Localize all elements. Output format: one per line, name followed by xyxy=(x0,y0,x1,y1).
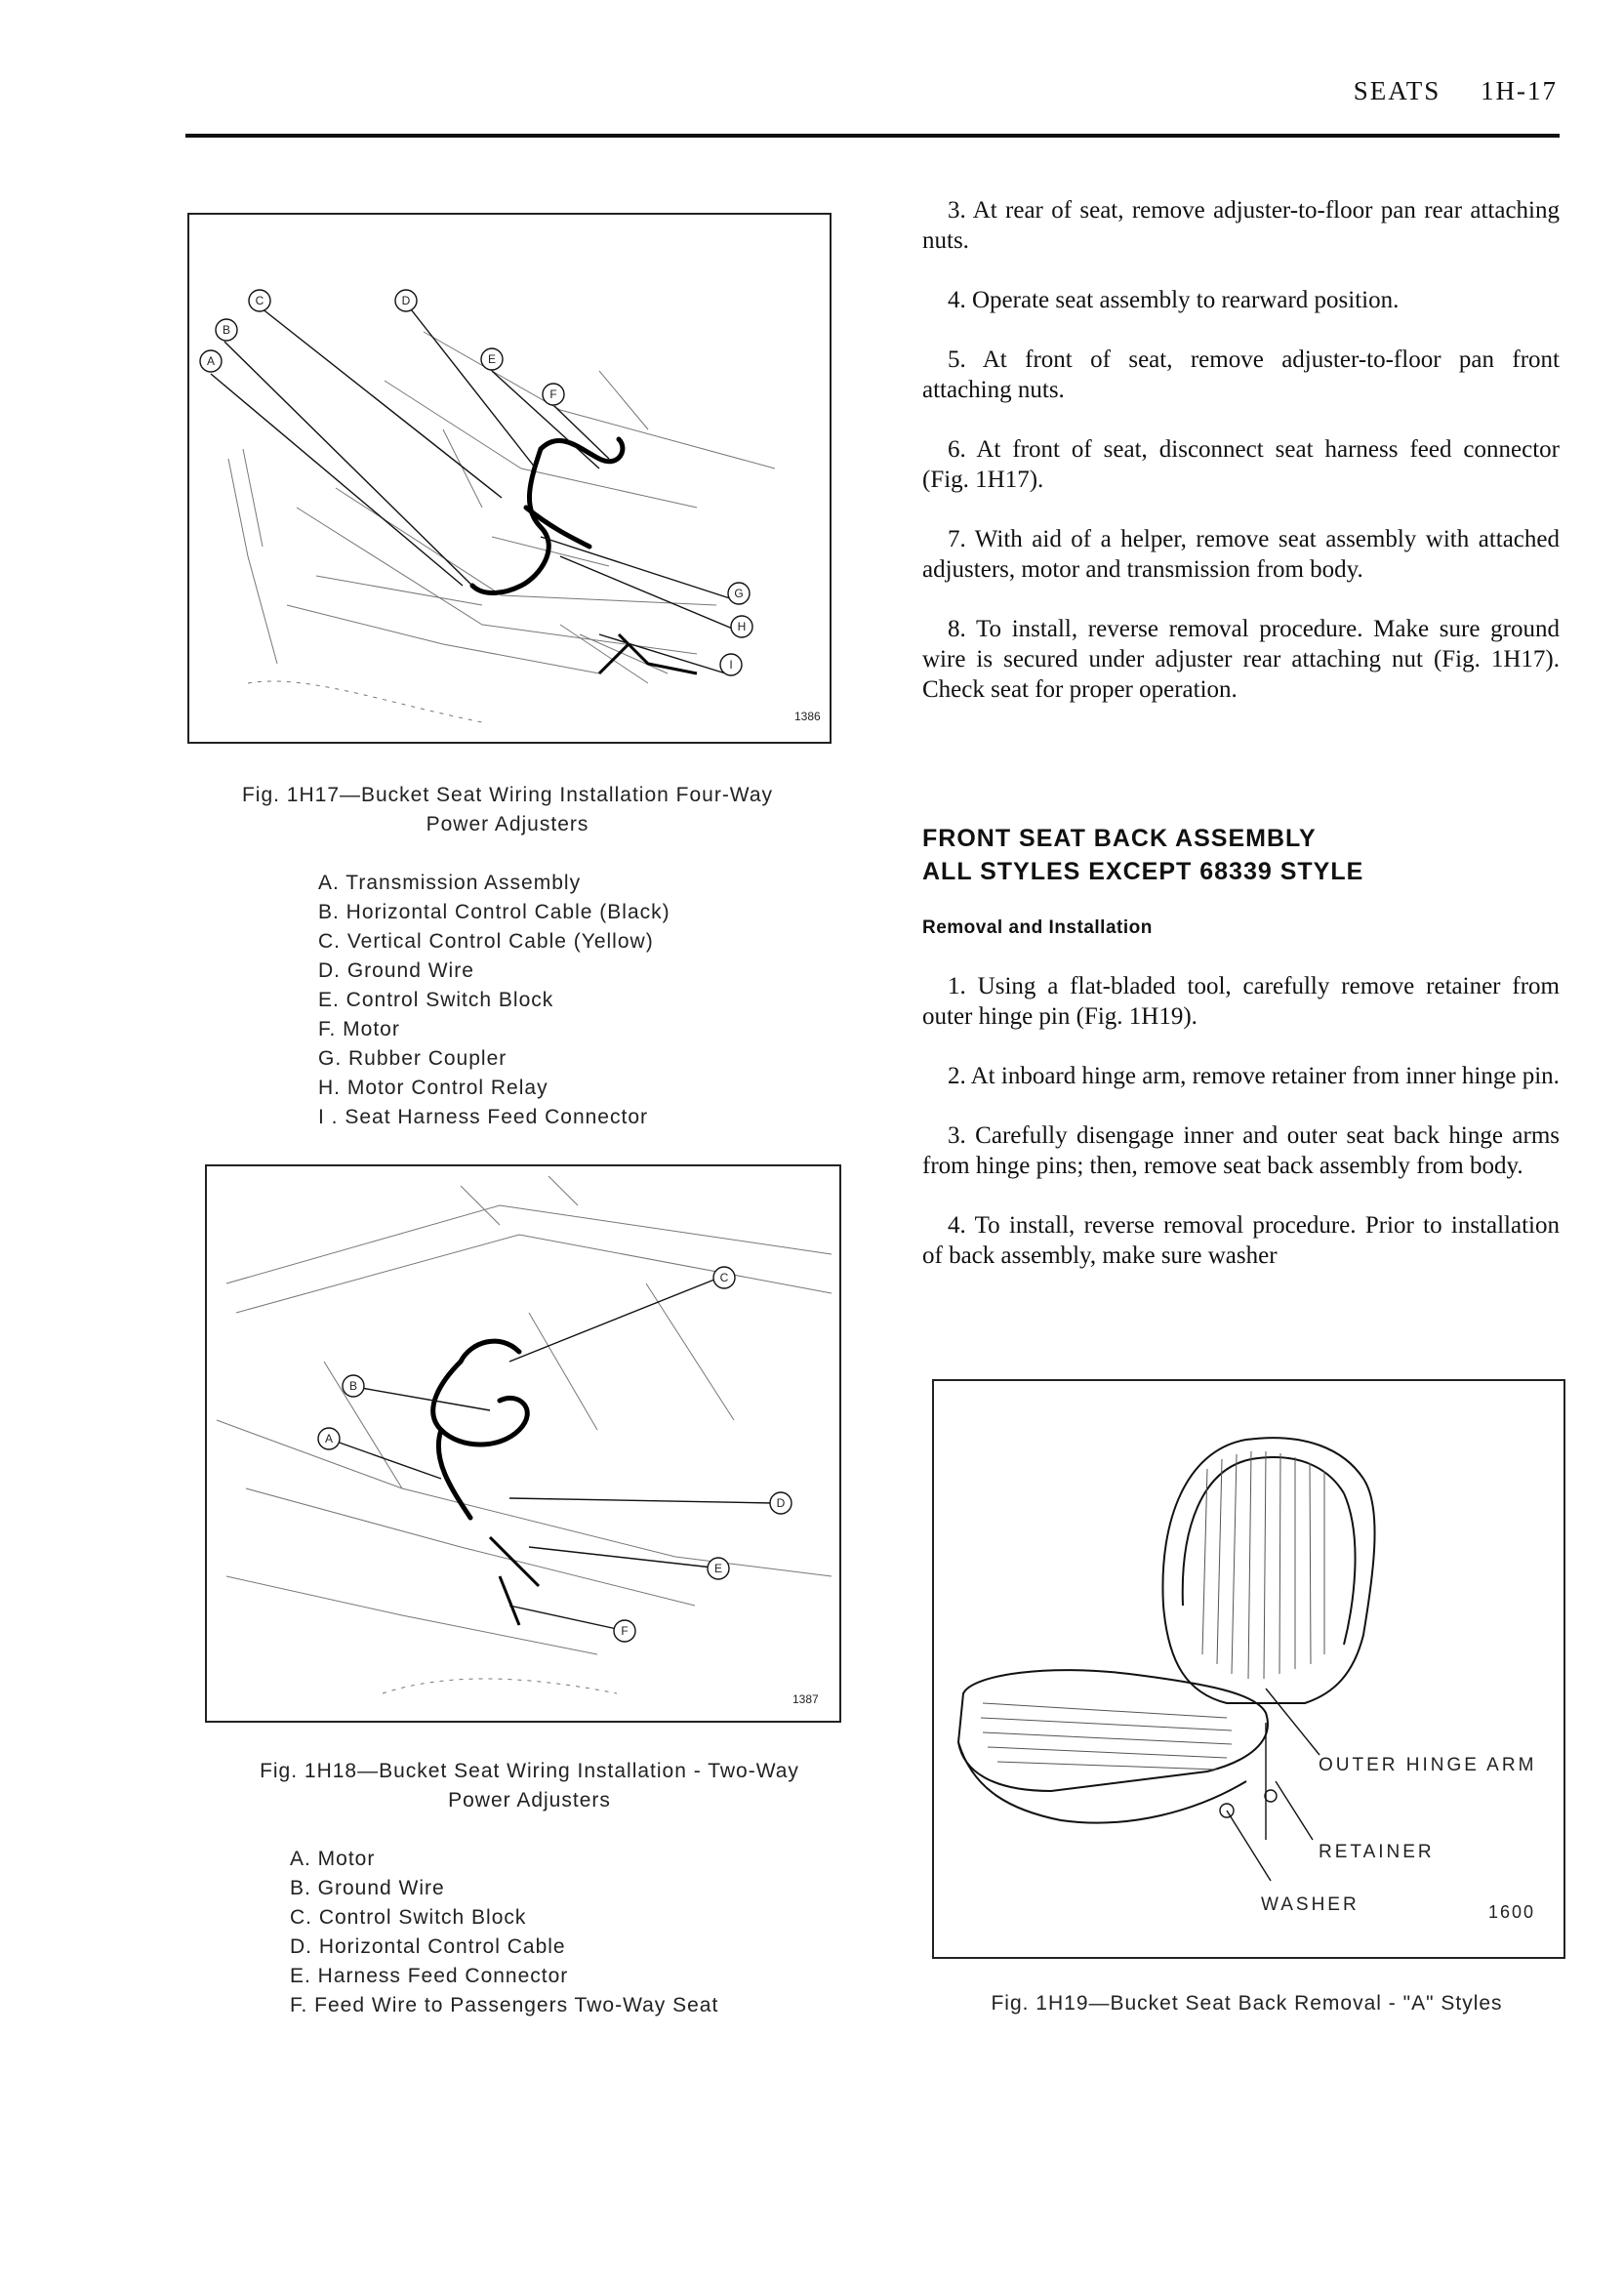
callout-a: A xyxy=(206,354,216,368)
figure-1h18-illustration xyxy=(207,1166,839,1721)
callout-e: E xyxy=(487,352,497,366)
seat-cushion xyxy=(958,1670,1268,1823)
label-retainer: RETAINER xyxy=(1319,1842,1435,1862)
legend-item: G. Rubber Coupler xyxy=(318,1047,508,1070)
legend-item: E. Control Switch Block xyxy=(318,989,554,1011)
figure-1h18 xyxy=(205,1164,841,1723)
section-heading: FRONT SEAT BACK ASSEMBLY ALL STYLES EXCEPT 68339 STYLE xyxy=(922,825,1364,885)
legend-item: B. Ground Wire xyxy=(290,1877,445,1899)
legend-item: B. Horizontal Control Cable (Black) xyxy=(318,901,670,923)
subheading: Removal and Installation xyxy=(922,917,1153,938)
callout-f: F xyxy=(621,1624,629,1638)
label-outer-hinge-arm: OUTER HINGE ARM xyxy=(1319,1755,1537,1775)
step-5: 5. At front of seat, remove adjuster-to-floor pan front attaching nuts. xyxy=(922,346,1560,403)
callout-d: D xyxy=(401,294,411,307)
step-6: 6. At front of seat, disconnect seat harness feed connector (Fig. 1H17). xyxy=(922,436,1560,493)
figure-1h18-legend xyxy=(290,1845,718,2020)
legend-item: A. Motor xyxy=(290,1848,376,1870)
figure-1h19-caption: Fig. 1H19—Bucket Seat Back Removal - "A" Styles xyxy=(991,1992,1503,2015)
page-header xyxy=(1322,76,1558,106)
callout-f: F xyxy=(549,387,557,401)
seat-back xyxy=(1162,1438,1374,1703)
callout-c: C xyxy=(719,1271,729,1284)
figure-1h18-caption: Fig. 1H18—Bucket Seat Wiring Installation - Two-Way Power Adjusters xyxy=(260,1760,799,1812)
page-number: 1H-17 xyxy=(1481,76,1558,105)
step-3: 3. At rear of seat, remove adjuster-to-floor pan rear attaching nuts. xyxy=(922,197,1560,254)
label-washer: WASHER xyxy=(1261,1894,1360,1915)
legend-item: I . Seat Harness Feed Connector xyxy=(318,1106,648,1128)
step-7: 7. With aid of a helper, remove seat assembly with attached adjusters, motor and transmission from body. xyxy=(922,526,1560,583)
image-number-1600: 1600 xyxy=(1488,1902,1536,1922)
legend-item: H. Motor Control Relay xyxy=(318,1077,548,1099)
legend-item: F. Motor xyxy=(318,1018,400,1040)
right-column-steps-bottom xyxy=(922,971,1560,1300)
callout-a: A xyxy=(324,1432,334,1445)
callout-i: I xyxy=(729,658,733,672)
header-rule xyxy=(185,134,1560,138)
callout-b: B xyxy=(348,1379,358,1393)
figure-1h17-legend xyxy=(318,869,670,1132)
figure-1h19 xyxy=(932,1379,1565,1959)
figure-1h17-illustration xyxy=(189,215,830,742)
figure-1h17-caption: Fig. 1H17—Bucket Seat Wiring Installation Four-Way Power Adjusters xyxy=(241,784,774,835)
legend-item: D. Ground Wire xyxy=(318,959,474,982)
step-1: 1. Using a flat-bladed tool, carefully remove retainer from outer hinge pin (Fig. 1H19). xyxy=(922,973,1560,1030)
image-number-1386: 1386 xyxy=(794,710,821,723)
callout-h: H xyxy=(737,620,747,633)
step-4b: 4. To install, reverse removal procedure. Prior to installation of back assembly, make sure washer xyxy=(922,1212,1560,1269)
legend-item: A. Transmission Assembly xyxy=(318,872,582,894)
image-number-1387: 1387 xyxy=(792,1692,819,1706)
callout-b: B xyxy=(222,323,231,337)
figure-1h17 xyxy=(187,213,832,744)
callout-e: E xyxy=(713,1562,723,1575)
legend-item: D. Horizontal Control Cable xyxy=(290,1935,566,1958)
legend-item: C. Control Switch Block xyxy=(290,1906,527,1929)
step-4: 4. Operate seat assembly to rearward position. xyxy=(948,287,1400,313)
section-title: SEATS xyxy=(1353,76,1441,105)
legend-item: F. Feed Wire to Passengers Two-Way Seat xyxy=(290,1994,719,2016)
figure-1h19-illustration xyxy=(934,1381,1563,1957)
legend-item: E. Harness Feed Connector xyxy=(290,1965,569,1987)
step-2: 2. At inboard hinge arm, remove retainer from inner hinge pin. xyxy=(948,1063,1560,1089)
callout-d: D xyxy=(776,1496,786,1510)
callout-c: C xyxy=(255,294,264,307)
right-column-steps-top xyxy=(922,195,1560,734)
legend-item: C. Vertical Control Cable (Yellow) xyxy=(318,930,654,953)
step-8: 8. To install, reverse removal procedure. Make sure ground wire is secured under adjuster rear attaching nut (Fig. 1H17). Check seat for proper operation. xyxy=(922,616,1560,703)
step-3b: 3. Carefully disengage inner and outer seat back hinge arms from hinge pins; then, remove seat back assembly from body. xyxy=(922,1122,1560,1179)
callout-g: G xyxy=(734,587,744,600)
